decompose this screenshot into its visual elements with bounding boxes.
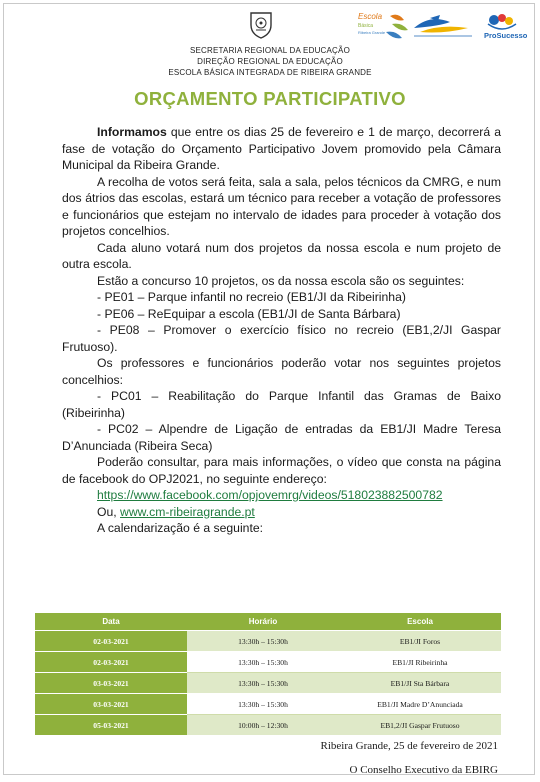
table-row: [35, 715, 501, 736]
signature: O Conselho Executivo da EBIRG: [349, 764, 498, 776]
signoff: [321, 734, 498, 782]
prosucesso-logo: [482, 10, 532, 42]
project-pc01: - PC01 – Reabilitação do Parque Infantil das Gramas de Baixo (Ribeirinha): [62, 389, 501, 420]
project-pc02: - PC02 – Alpendre de Ligação de entradas da EB1/JI Madre Teresa D’Anunciada (Ribeira Seca): [62, 422, 501, 453]
paragraph-intro: [62, 124, 501, 174]
logo-ribeira-word: Ribeira Grande: [358, 30, 386, 35]
row-school: EB1/JI Ribeirinha: [339, 652, 501, 673]
schedule-table: [35, 613, 501, 736]
regional-crest-icon: [248, 10, 274, 40]
row-date: 05-03-2021: [35, 715, 187, 736]
paragraph-schedule-intro: A calendarização é a seguinte:: [97, 521, 264, 535]
header-line-3: ESCOLA BÁSICA INTEGRADA DE RIBEIRA GRANDE: [168, 68, 372, 77]
header-date: Data: [35, 613, 187, 631]
place-date: Ribeira Grande, 25 de fevereiro de 2021: [320, 740, 498, 752]
ribeira-grande-logo: [410, 12, 476, 40]
row-time: 13:30h – 15:30h: [187, 631, 339, 652]
logo-basica-word: Básica: [358, 23, 374, 29]
logo-escola-word: Escola: [358, 12, 383, 21]
row-date: 03-03-2021: [35, 694, 187, 715]
escola-logo: [352, 10, 412, 42]
header-school: Escola: [339, 613, 501, 631]
table-row: [35, 673, 501, 694]
row-time: 13:30h – 15:30h: [187, 652, 339, 673]
table-row: [35, 652, 501, 673]
paragraph-contest: Estão a concurso 10 projetos, os da nossa escola são os seguintes:: [97, 273, 465, 288]
schedule-header-row: [35, 613, 501, 631]
header-line-2: DIREÇÃO REGIONAL DA EDUCAÇÃO: [197, 57, 343, 66]
row-time: 13:30h – 15:30h: [187, 694, 339, 715]
page-title: ORÇAMENTO PARTICIPATIVO: [134, 88, 406, 109]
project-pe08: - PE08 – Promover o exercício físico no recreio (EB1,2/JI Gaspar Frutuoso).: [62, 323, 501, 354]
institution-header: [0, 45, 540, 78]
facebook-link-line: [62, 487, 501, 504]
paragraph-staff: Os professores e funcionários poderão votar nos seguintes projetos concelhios:: [62, 356, 501, 387]
intro-bold-word: Informamos: [97, 125, 167, 139]
paragraph-collection: A recolha de votos será feita, sala a sala, pelos técnicos da CMRG, e num dos átrios das escolas, estará um técnico para receber a votação de professores e funcionários que estejam no intervalo de idades para proceder à votação dos projetos concelhios.: [62, 174, 501, 238]
header-line-1: SECRETARIA REGIONAL DA EDUCAÇÃO: [189, 46, 350, 55]
row-school: EB1,2/JI Gaspar Frutuoso: [339, 715, 501, 736]
paragraph-consult: Poderão consultar, para mais informações, o vídeo que consta na página de facebook do OPJ2021, no seguinte endereço:: [62, 455, 501, 486]
body-text: [62, 124, 501, 537]
row-date: 03-03-2021: [35, 673, 187, 694]
row-school: EB1/JI Madre D’Anunciada: [339, 694, 501, 715]
row-time: 10:00h – 12:30h: [187, 715, 339, 736]
intro-rest: que entre os dias 25 de fevereiro e 1 de março, decorrerá a fase de votação do Orçamento Participativo Jovem promovido pela Câmara Municipal da Ribeira Grande.: [62, 125, 501, 172]
row-date: 02-03-2021: [35, 652, 187, 673]
prosucesso-text: ProSucesso: [484, 31, 528, 40]
row-date: 02-03-2021: [35, 631, 187, 652]
row-time: 13:30h – 15:30h: [187, 673, 339, 694]
website-link-line: [62, 504, 501, 521]
table-row: [35, 694, 501, 715]
row-school: EB1/JI Sta Bárbara: [339, 673, 501, 694]
project-pe01: - PE01 – Parque infantil no recreio (EB1/JI da Ribeirinha): [97, 290, 406, 304]
facebook-link[interactable]: https://www.facebook.com/opjovemrg/videos/518023882500782: [97, 488, 443, 502]
website-link[interactable]: www.cm-ribeiragrande.pt: [120, 504, 255, 519]
project-pe06: - PE06 – ReEquipar a escola (EB1/JI de Santa Bárbara): [97, 306, 401, 321]
row-school: EB1/JI Foros: [339, 631, 501, 652]
paragraph-students: Cada aluno votará num dos projetos da nossa escola e num projeto de outra escola.: [62, 240, 501, 271]
header-time: Horário: [187, 613, 339, 631]
table-row: [35, 631, 501, 652]
or-label: Ou,: [97, 504, 121, 519]
